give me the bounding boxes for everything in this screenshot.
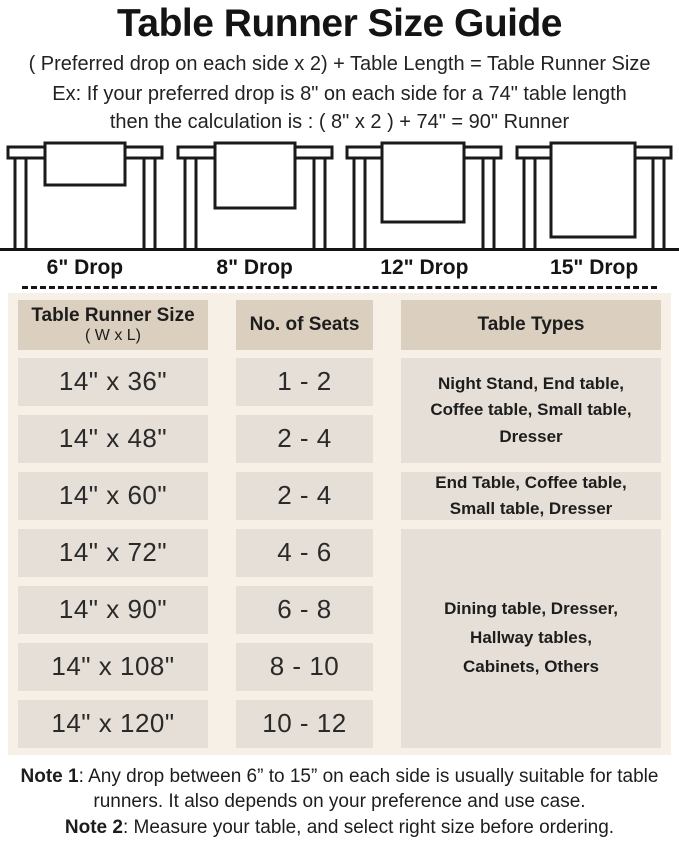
- drop-label-15in: 15" Drop: [550, 255, 639, 279]
- table-runner-15in-illustration: [511, 140, 677, 248]
- column-header-seats: No. of Seats: [236, 300, 373, 350]
- note-2-text: : Measure your table, and select right size before ordering.: [122, 817, 615, 839]
- size-cell: 14" x 48": [18, 415, 208, 463]
- size-cell: 14" x 72": [18, 529, 208, 577]
- drop-label-6in: 6" Drop: [46, 255, 124, 279]
- note-1-label: Note 1: [20, 765, 79, 787]
- drop-label-8in: 8" Drop: [216, 255, 293, 279]
- table-runner-12in-illustration: [341, 140, 507, 248]
- size-cell: 14" x 90": [18, 586, 208, 634]
- note-1: [0, 764, 679, 815]
- drop-labels-row: [0, 251, 679, 286]
- seats-cell: 2 - 4: [236, 415, 373, 463]
- example-line-2: then the calculation is : ( 8" x 2 ) + 74" = 90" Runner: [109, 110, 570, 133]
- table-types-large-text: Dining table, Dresser, Hallway tables, Cabinets, Others: [444, 599, 618, 676]
- table-runner-6in-illustration: [2, 140, 168, 248]
- seats-cell: 6 - 8: [236, 586, 373, 634]
- header-runner-size-title: Table Runner Size: [31, 304, 195, 326]
- table-types-cell-small: Night Stand, End table, Coffee table, Small table, Dresser: [401, 358, 661, 463]
- table-types-cell-medium: End Table, Coffee table, Small table, Dresser: [401, 472, 661, 520]
- size-cell: 14" x 108": [18, 643, 208, 691]
- seats-cell: 4 - 6: [236, 529, 373, 577]
- dashed-divider: [22, 286, 657, 289]
- size-cell: 14" x 60": [18, 472, 208, 520]
- note-2-label: Note 2: [64, 817, 123, 839]
- column-runner-size: [18, 300, 208, 748]
- column-table-types: [401, 300, 661, 748]
- drop-illustrations-row: [0, 140, 679, 251]
- notes-section: [0, 764, 679, 841]
- seats-cell: 10 - 12: [236, 700, 373, 748]
- note-2: [0, 815, 679, 841]
- header: [0, 0, 679, 134]
- column-seats: [236, 300, 373, 748]
- seats-cell: 1 - 2: [236, 358, 373, 406]
- header-runner-size-subtitle: ( W x L): [85, 326, 141, 344]
- column-header-runner-size: [18, 300, 208, 350]
- size-cell: 14" x 36": [18, 358, 208, 406]
- table-runner-8in-illustration: [172, 140, 338, 248]
- formula-line: ( Preferred drop on each side x 2) + Table Length = Table Runner Size: [28, 52, 651, 75]
- table-types-cell-large: [401, 529, 661, 748]
- page-title: Table Runner Size Guide: [116, 2, 563, 45]
- note-1-text: : Any drop between 6” to 15” on each side is usually suitable for table runners. It also depends on your preference and use case.: [78, 765, 659, 813]
- size-cell: 14" x 120": [18, 700, 208, 748]
- drop-label-12in: 12" Drop: [380, 255, 469, 279]
- seats-cell: 8 - 10: [236, 643, 373, 691]
- seats-cell: 2 - 4: [236, 472, 373, 520]
- column-header-table-types: Table Types: [401, 300, 661, 350]
- example-line-1: Ex: If your preferred drop is 8" on each side for a 74" table length: [52, 82, 627, 105]
- size-table-panel: [8, 293, 671, 755]
